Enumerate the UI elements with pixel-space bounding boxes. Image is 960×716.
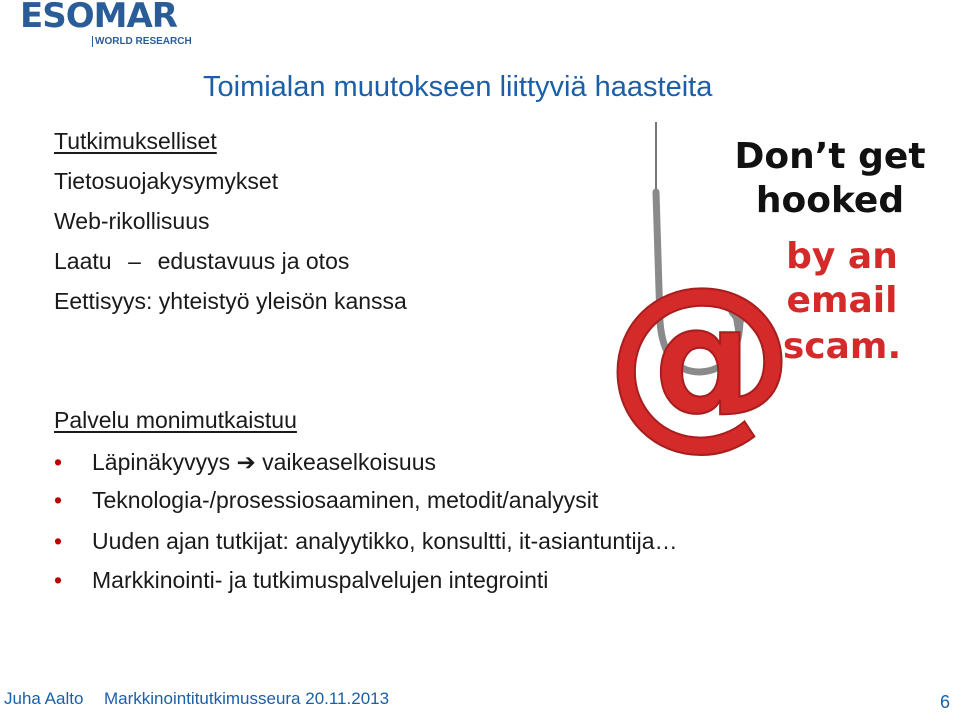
page-number: 6 (940, 692, 951, 712)
service-heading: Palvelu monimutkaistuu (54, 407, 297, 433)
bullet-icon: • (54, 449, 63, 475)
phishing-illustration (560, 122, 926, 467)
service-item-transparency (92, 449, 436, 476)
research-item-web-crime: Web-rikollisuus (54, 208, 210, 234)
footer-author: Juha Aalto (4, 689, 84, 708)
quality-dash: – (128, 248, 141, 274)
esomar-logo (20, 0, 192, 50)
quality-detail: edustavuus ja otos (157, 248, 350, 274)
bullet-icon: • (54, 528, 63, 554)
scam-text-line-2: hooked (755, 180, 905, 221)
quality-label: Laatu (54, 248, 112, 274)
research-item-quality (54, 248, 349, 275)
scam-text-line-4: email (786, 280, 898, 321)
footer-event: Markkinointitutkimusseura 20.11.2013 (104, 689, 390, 708)
research-item-ethics: Eettisyys: yhteistyö yleisön kanssa (54, 288, 407, 314)
transparency-result: vaikeaselkoisuus (255, 449, 437, 475)
bullet-icon: • (54, 567, 63, 593)
research-item-privacy: Tietosuojakysymykset (54, 168, 279, 194)
research-heading: Tutkimukselliset (54, 128, 217, 154)
at-symbol-icon: @ (605, 246, 795, 467)
logo-subtitle: WORLD RESEARCH (92, 36, 192, 47)
slide-title: Toimialan muutokseen liittyviä haasteita (203, 71, 713, 103)
service-item-technology: Teknologia-/prosessiosaaminen, metodit/analyysit (92, 487, 599, 513)
logo-wordmark: ESOMAR (20, 0, 177, 36)
service-item-new-researchers: Uuden ajan tutkijat: analyytikko, konsultti, it-asiantuntija… (92, 528, 678, 554)
scam-text-line-1: Don’t get (734, 136, 926, 177)
transparency-label: Läpinäkyvyys (92, 449, 237, 475)
arrow-right-icon: ➔ (236, 449, 256, 475)
scam-text-line-3: by an (786, 236, 898, 277)
bullet-icon: • (54, 487, 63, 513)
service-item-integration: Markkinointi- ja tutkimuspalvelujen integrointi (92, 567, 549, 593)
scam-text-line-5: scam. (782, 326, 902, 367)
